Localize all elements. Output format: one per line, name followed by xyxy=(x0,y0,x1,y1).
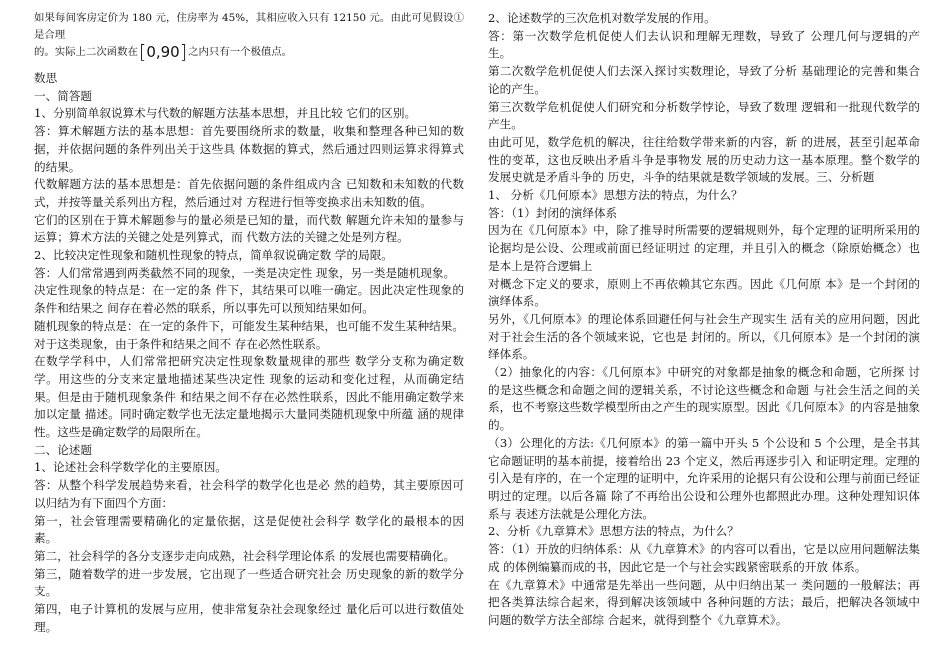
question-3: 1、论述社会科学数学化的主要原因。 xyxy=(34,460,227,475)
answer-3-para-5: 第四，电子计算机的发展与应用，使非常复杂社会现象经过 量化后可以进行数值处理。 xyxy=(34,602,464,634)
interval-value: 0,90 xyxy=(146,43,180,61)
answer-6-para-1: 答：（1）开放的归纳体系：从《九章算术》的内容可以看出，它是以应用问题解法集成 的体例编纂而成的书，因此它是一个与社会实践紧密联系的开放 体系。 xyxy=(488,542,920,574)
answer-4-para-2: 第二次数学危机促使人们去深入探讨实数理论，导致了分析 基础理论的完善和集合论的产生。 xyxy=(488,64,920,96)
answer-4-para-1: 答：第一次数学危机促使人们去认识和理解无理数，导致了 公理几何与逻辑的产生。 xyxy=(488,28,920,61)
question-5: 1、 分析《几何原本》思想方法的特点，为什么？ xyxy=(488,188,743,203)
question-1: 1、分别简单叙说算术与代数的解题方法基本思想，并且比较 它们的区别。 xyxy=(34,106,417,121)
answer-5-para-5: （3）公理化的方法:《几何原本》的第一篇中开头 5 个公设和 5 个公理，是全书其 它命题证明的基本前提，接着给出 23 个定义，然后再逐步引入 和证明定理。定理的引入是有序的，在一个定理的证明中，允许采用的论据只有公设和公理与前面已经证明过的定理。以后各篇 除了不再给出公设和公理外也都照此办理。这种处理知识体系与 表述方法就是公理化方法。 xyxy=(488,435,920,521)
interval-right-bracket: ] xyxy=(179,41,188,63)
answer-5-para-1: 因为在《几何原本》中，除了推导时所需要的逻辑规则外，每个定理的证明所采用的论据均是公设、公理或前面已经证明过 的定理，并且引入的概念（除原始概念）也是本上是符合逻辑上 xyxy=(488,223,920,273)
answer-2-para-1: 答：人们常常遇到两类截然不同的现象，一类是决定性 现象，另一类是随机现象。 xyxy=(34,265,456,280)
answer-4-para-3: 第三次数学危机促使人们研究和分析数学悖论，导致了数理 逻辑和一批现代数学的产生。 xyxy=(488,99,920,132)
answer-5-para-3: 另外，《几何原本》的理论体系回避任何与社会生产现实生 活有关的应用问题，因此对于社会生活的各个领域来说，它也是 封闭的。所以，《几何原本》是一个封闭的演绎体系。 xyxy=(488,311,920,362)
interval-left-bracket: [ xyxy=(138,41,147,63)
answer-2-para-4: 在数学学科中，人们常常把研究决定性现象数量规律的那些 数学分支称为确定数学。用这些的分支来定量地描述某些决定性 现象的运动和变化过程，从而确定结果。但是由于随机现象条件 和结果之间不存在必然性联系，因此不能用确定数学来加以定量 描述。同时确定数学也无法定量地揭示大量同类随机现象中所蕴 涵的规律性。这些是确定数学的局限所在。 xyxy=(34,354,464,440)
answer-3-para-1: 答：从整个科学发展趋势来看，社会科学的数学化也是必 然的趋势，其主要原因可以归结为有下面四个方面： xyxy=(34,478,464,510)
answer-2-para-3: 随机现象的特点是：在一定的条件下，可能发生某种结果，也可能不发生某种结果。对于这类现象，由于条件和结果之间不 存在必然性联系。 xyxy=(34,318,464,351)
question-6: 2、分析《九章算术》思想方法的特点，为什么？ xyxy=(488,524,739,539)
section-title-short-answer: 一、简答题 xyxy=(34,88,92,103)
intro-line-2-start: 的。实际上二次函数在 xyxy=(34,46,138,58)
answer-3-para-3: 第二，社会科学的各分支逐步走向成熟，社会科学理论体系 的发展也需要精确化。 xyxy=(34,548,456,563)
intro-line-1: 如果每间客房定价为 180 元，住房率为 45%，其相应收入只有 12150 元。由此可见假设①是合理 xyxy=(34,12,464,41)
question-2: 2、比较决定性现象和随机性现象的特点，简单叙说确定数 学的局限。 xyxy=(34,248,393,263)
interval-formula xyxy=(138,41,188,63)
answer-3-para-4: 第三，随着数学的进一步发展，它出现了一些适合研究社会 历史现象的新的数学分支。 xyxy=(34,566,464,599)
section-title-essay: 二、论述题 xyxy=(34,442,92,457)
answer-3-para-2: 第一，社会管理需要精确化的定量依据，这是促使社会科学 数学化的最根本的因素。 xyxy=(34,513,464,546)
intro-line-2-end: 之内只有一个极值点。 xyxy=(188,46,293,58)
question-4: 2、论述数学的三次危机对数学发展的作用。 xyxy=(488,11,716,25)
left-column xyxy=(34,10,464,637)
answer-5-subhead: 答：（1）封闭的演绎体系 xyxy=(488,205,618,220)
answer-2-para-2: 决定性现象的特点是：在一定的条 件下，其结果可以唯一确定。因此决定性现象的条件和结果之 间存在着必然的联系，所以事先可以预知结果如何。 xyxy=(34,283,464,316)
intro-line-2 xyxy=(34,41,464,63)
answer-4-para-4: 由此可见，数学危机的解决，往往给数学带来新的内容，新 的进展，甚至引起革命性的变革，这也反映出矛盾斗争是事物发 展的历史动力这一基本原理。整个数学的发展史就是矛盾斗争的 历史，斗争的结果就是数学领域的发展。三、分析题 xyxy=(488,134,920,185)
section-spacer xyxy=(34,61,464,70)
section-heading: 数思 xyxy=(34,71,58,85)
answer-1-para-3: 它们的区别在于算术解题参与的量必须是已知的量，而代数 解题允许未知的量参与运算；算术方法的关键之处是列算式，而 代数方法的关键之处是列方程。 xyxy=(34,212,464,245)
answer-1-para-2: 代数解题方法的基本思想是：首先依据问题的条件组成内含 已知数和未知数的代数式，并按等量关系列出方程，然后通过对 方程进行恒等变换求出未知数的值。 xyxy=(34,177,464,209)
answer-1-para-1: 答：算术解题方法的基本思想：首先要围绕所求的数量，收集和整理各种已知的数据，并依据问题的条件列出关于这些具 体数据的算式，然后通过四则运算求得算式的结果。 xyxy=(34,124,464,174)
answer-6-para-2: 在《九章算术》中通常是先举出一些问题，从中归纳出某一 类问题的一般解法；再把各类算法综合起来，得到解决该领域中 各种问题的方法；最后，把解决各领域中问题的数学方法全部综 合起来，就得到整个《九章算术》。 xyxy=(488,577,920,627)
right-column xyxy=(488,10,920,630)
answer-5-para-2: 对概念下定义的要求，原则上不再依赖其它东西。因此《几何原 本》是一个封闭的演绎体系。 xyxy=(488,276,920,309)
answer-5-para-4: （2）抽象化的内容：《几何原本》中研究的对象都是抽象的概念和命题，它所探 讨的是这些概念和命题之间的逻辑关系，不讨论这些概念和命题 与社会生活之间的关系，也不考察这些数学模型所由之产生的现实原型。因此《几何原本》的内容是抽象的。 xyxy=(488,365,920,433)
